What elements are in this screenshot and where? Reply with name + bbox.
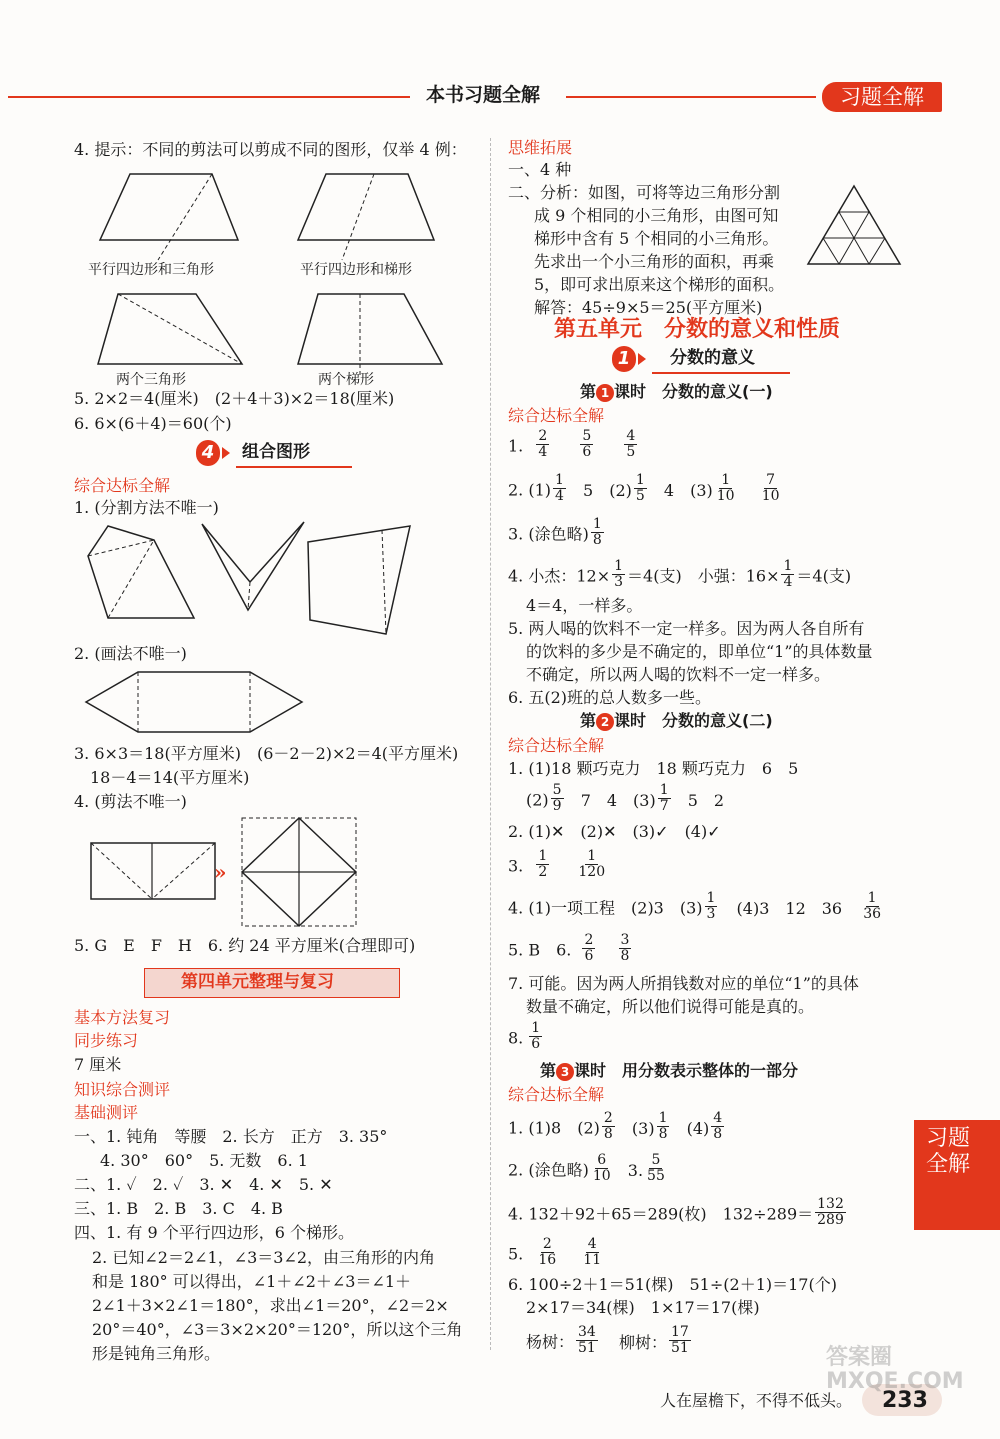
a1-label: 1. (分割方法不唯一) bbox=[74, 498, 219, 517]
composite-shape-pentagon bbox=[88, 522, 198, 622]
review-line-5: 四、1. 有 9 个平行四边形，6 个梯形。 bbox=[74, 1223, 354, 1242]
l3q6-line3: 杨树： $\frac{34}{51}$ 柳树： $\frac{17}{51}$ bbox=[526, 1324, 689, 1356]
lesson2-heading: 第 2 课时 分数的意义(二) bbox=[580, 711, 773, 730]
a3-line1: 3. 6×3＝18(平方厘米) (6－2－2)×2＝4(平方厘米) bbox=[74, 744, 459, 763]
caption-two-triangles: 两个三角形 bbox=[116, 372, 186, 388]
composite-shape-arrowhead bbox=[200, 522, 310, 612]
review-line-10: 形是钝角三角形。 bbox=[92, 1344, 221, 1363]
q6-answer: 6. 6×(6＋4)＝60(个) bbox=[74, 414, 232, 433]
fraction: $\frac{1}{2}$ bbox=[538, 848, 548, 880]
section-comprehensive-b: 综合达标全解 bbox=[508, 736, 605, 755]
think-line-5: 先求出一个小三角形的面积，再乘 bbox=[534, 252, 775, 271]
chapter1-underline bbox=[652, 372, 790, 374]
l1q1-label: 1. bbox=[508, 436, 524, 456]
section-comprehensive-a: 综合达标全解 bbox=[508, 406, 605, 425]
l2q1-line2: (2) $\frac{5}{9}$ 7 4 (3) $\frac{1}{7}$ 5 2 bbox=[526, 782, 725, 814]
fraction: $\frac{1}{5}$ bbox=[635, 472, 645, 504]
footer-motto: 人在屋檐下，不得不低头。 bbox=[660, 1391, 853, 1410]
fraction: $\frac{1}{8}$ bbox=[592, 516, 602, 548]
column-divider bbox=[490, 138, 491, 1350]
section-base-test: 基础测评 bbox=[74, 1103, 139, 1122]
triangle-grid-figure bbox=[806, 184, 902, 268]
l1q5-line2: 的饮料的多少是不确定的，即单位“1”的具体数量 bbox=[526, 642, 873, 661]
fraction: $\frac{34}{51}$ bbox=[578, 1324, 596, 1356]
q4-hint: 4. 提示：不同的剪法可以剪成不同的图形，仅举 4 例： bbox=[74, 140, 467, 159]
review-line-1: 一、1. 钝角 等腰 2. 长方 正方 3. 35° bbox=[74, 1127, 388, 1146]
lesson3-heading: 第 3 课时 用分数表示整体的一部分 bbox=[540, 1061, 799, 1080]
review-title: 第四单元整理与复习 bbox=[181, 972, 334, 992]
q5-answer: 5. 2×2＝4(厘米) (2＋4＋3)×2＝18(厘米) bbox=[74, 389, 395, 408]
section-knowledge-test: 知识综合测评 bbox=[74, 1080, 171, 1099]
fraction: $\frac{5}{55}$ bbox=[647, 1152, 665, 1184]
think-line-1: 一、4 种 bbox=[508, 160, 572, 179]
l1q6: 6. 五(2)班的总人数多一些。 bbox=[508, 688, 712, 707]
fraction: $\frac{2}{6}$ bbox=[584, 932, 594, 964]
fraction: $\frac{132}{289}$ bbox=[817, 1196, 844, 1228]
review-line-3: 二、1. ✓ 2. ✓ 3. ✕ 4. ✕ 5. ✕ bbox=[74, 1175, 333, 1194]
side-tab bbox=[914, 1120, 1000, 1230]
a2-label: 2. (画法不唯一) bbox=[74, 644, 187, 663]
fraction: $\frac{1}{8}$ bbox=[658, 1110, 668, 1142]
sync-answer: 7 厘米 bbox=[74, 1055, 122, 1074]
fraction: $\frac{4}{11}$ bbox=[583, 1236, 602, 1268]
fraction: $\frac{4}{5}$ bbox=[626, 428, 636, 460]
l2q7-line2: 数量不确定，所以他们说得可能是真的。 bbox=[526, 997, 815, 1016]
caption-two-trapezoids: 两个梯形 bbox=[318, 372, 374, 388]
fraction: $\frac{17}{51}$ bbox=[670, 1324, 689, 1356]
side-tab-label: 习题全解 bbox=[926, 1126, 971, 1177]
chapter1-title: 分数的意义 bbox=[670, 348, 755, 368]
header-title: 本书习题全解 bbox=[426, 84, 541, 106]
fraction: $\frac{2}{8}$ bbox=[603, 1110, 613, 1142]
lesson4-title: 组合图形 bbox=[242, 442, 310, 462]
l1q2-row: 2. (1) $\frac{1}{4}$ 5 (2) $\frac{1}{5}$ 4 (3) $\frac{1}{10}$ $\frac{7}{10}$ bbox=[508, 472, 780, 504]
think-line-2: 二、分析：如图，可将等边三角形分割 bbox=[508, 183, 781, 202]
review-line-6: 2. 已知∠2＝2∠1，∠3＝3∠2，由三角形的内角 bbox=[92, 1248, 436, 1267]
chapter1-heading bbox=[612, 346, 792, 376]
l3q1-row: 1. (1)8 (2) $\frac{2}{8}$ (3) $\frac{1}{8}$ (4) $\frac{4}{8}$ bbox=[508, 1110, 723, 1142]
page-number: 233 bbox=[882, 1388, 928, 1413]
l3q2-row: 2. (涂色略) $\frac{6}{10}$ 3. $\frac{5}{55}$ bbox=[508, 1152, 665, 1184]
caption-parallelogram-trapezoid: 平行四边形和梯形 bbox=[300, 262, 412, 278]
l2q5-row: 5. B 6. $\frac{2}{6}$ $\frac{3}{8}$ bbox=[508, 932, 630, 964]
section-thinking: 思维拓展 bbox=[508, 138, 573, 157]
lesson1-prefix: 第 bbox=[580, 382, 597, 401]
section-comprehensive-c: 综合达标全解 bbox=[508, 1085, 605, 1104]
fraction: $\frac{3}{8}$ bbox=[620, 932, 630, 964]
a4-label: 4. (剪法不唯一) bbox=[74, 792, 187, 811]
composite-shape-quadrilateral bbox=[306, 524, 416, 644]
lesson4-number-badge: 4 bbox=[196, 440, 220, 466]
lesson1-number: 1 bbox=[596, 384, 614, 402]
review-line-7: 和是 180° 可以得出，∠1＋∠2＋∠3＝∠1＋ bbox=[92, 1272, 412, 1291]
l2q1-line1: 1. (1)18 颗巧克力 18 颗巧克力 6 5 bbox=[508, 759, 799, 778]
fraction: $\frac{6}{10}$ bbox=[592, 1152, 611, 1184]
think-line-4: 梯形中含有 5 个相同的小三角形。 bbox=[534, 229, 779, 248]
caption-parallelogram-triangle: 平行四边形和三角形 bbox=[88, 262, 214, 278]
l1q4-row: 4. 小杰：12× $\frac{1}{3}$ ＝4(支) 小强：16× $\frac{1}{4}$ ＝4(支) bbox=[508, 558, 852, 590]
lesson4-underline bbox=[236, 466, 352, 468]
l1q5-line1: 5. 两人喝的饮料不一定一样多。因为两人各自所有 bbox=[508, 619, 865, 638]
fraction: $\frac{7}{10}$ bbox=[761, 472, 780, 504]
shape-trapezoid-cut-3 bbox=[98, 292, 248, 372]
header-rule-left bbox=[8, 96, 410, 98]
review-line-8: 2∠1＋3×2∠1＝180°，求出∠1＝20°，∠2＝2× bbox=[92, 1296, 449, 1315]
transform-arrow-icon: » bbox=[214, 860, 227, 884]
l3q5-row: 5. $\frac{2}{16}$ $\frac{4}{11}$ bbox=[508, 1236, 602, 1268]
fraction: $\frac{5}{6}$ bbox=[582, 428, 592, 460]
think-line-7: 解答：45÷9×5＝25(平方厘米) bbox=[534, 298, 763, 317]
l3q6-line1: 6. 100÷2＋1＝51(棵) 51÷(2＋1)＝17(个) bbox=[508, 1275, 837, 1294]
chapter1-number-badge: 1 bbox=[612, 346, 636, 372]
header-rule-right bbox=[566, 96, 816, 98]
l1q5-line3: 不确定，所以两人喝的饮料不一定一样多。 bbox=[526, 665, 831, 684]
l2q8-row: 8. $\frac{1}{6}$ bbox=[508, 1020, 541, 1052]
assembled-square bbox=[240, 816, 360, 928]
section-basic-methods: 基本方法复习 bbox=[74, 1008, 171, 1027]
fraction: $\frac{1}{4}$ bbox=[555, 472, 564, 504]
review-line-9: 20°＝40°，∠3＝3×2×20°＝120°，所以这个三角 bbox=[92, 1320, 463, 1339]
fraction: $\frac{4}{8}$ bbox=[713, 1110, 723, 1142]
section-sync-practice: 同步练习 bbox=[74, 1031, 139, 1050]
lesson2-number: 2 bbox=[596, 713, 614, 731]
review-banner bbox=[144, 968, 400, 998]
review-line-4: 三、1. B 2. B 3. C 4. B bbox=[74, 1199, 283, 1218]
shape-trapezoid-cut-2 bbox=[298, 172, 438, 262]
l2q4-row: 4. (1)一项工程 (2)3 (3) $\frac{1}{3}$ (4)3 12 36 $\frac{1}{36}$ bbox=[508, 890, 882, 922]
fraction: $\frac{5}{9}$ bbox=[552, 782, 562, 814]
lesson4-heading bbox=[196, 440, 356, 470]
l2q7-line1: 7. 可能。因为两人所捐钱数对应的单位“1”的具体 bbox=[508, 974, 859, 993]
think-line-3: 成 9 个相同的小三角形，由图可知 bbox=[534, 206, 779, 225]
header-badge: 习题全解 bbox=[822, 82, 942, 112]
l3q4-row: 4. 132＋92＋65＝289(枚) 132÷289＝ $\frac{132}{289}$ bbox=[508, 1196, 844, 1228]
fraction: $\frac{1}{10}$ bbox=[716, 472, 735, 504]
think-line-6: 5，即可求出原来这个梯形的面积。 bbox=[534, 275, 785, 294]
unit5-title: 第五单元 分数的意义和性质 bbox=[554, 316, 841, 342]
review-line-2: 4. 30° 60° 5. 无数 6. 1 bbox=[100, 1151, 308, 1170]
lesson4-arrow-icon bbox=[222, 447, 230, 459]
a3-line2: 18－4＝14(平方厘米) bbox=[90, 768, 250, 787]
fraction: $\frac{1}{3}$ bbox=[706, 890, 716, 922]
fraction: $\frac{1}{4}$ bbox=[783, 558, 793, 590]
lesson3-number: 3 bbox=[556, 1063, 574, 1081]
fraction: $\frac{1}{3}$ bbox=[614, 558, 624, 590]
section-comprehensive-1: 综合达标全解 bbox=[74, 476, 171, 495]
l1q1-row bbox=[508, 428, 639, 462]
shape-trapezoid-cut-4 bbox=[298, 292, 448, 382]
l1q4-line2: 4＝4，一样多。 bbox=[526, 596, 643, 615]
chapter1-arrow-icon bbox=[638, 353, 646, 365]
fraction: $\frac{1}{36}$ bbox=[863, 890, 882, 922]
fraction: $\frac{1}{7}$ bbox=[659, 782, 669, 814]
lesson1-suffix: 课时 分数的意义(一) bbox=[614, 382, 773, 401]
a5-a6-answer: 5. G E F H 6. 约 24 平方厘米(合理即可) bbox=[74, 936, 416, 955]
l3q6-line2: 2×17＝34(棵) 1×17＝17(棵) bbox=[526, 1298, 760, 1317]
l1q3-row: 3. (涂色略) $\frac{1}{8}$ bbox=[508, 516, 602, 548]
l2q3-row: 3. $\frac{1}{2}$ $\frac{1}{120}$ bbox=[508, 848, 606, 880]
fraction: $\frac{1}{120}$ bbox=[578, 848, 606, 880]
cut-rectangle bbox=[90, 842, 220, 904]
l2q2: 2. (1)✕ (2)✕ (3)✓ (4)✓ bbox=[508, 822, 721, 841]
lesson1-heading bbox=[580, 382, 773, 402]
fraction: $\frac{1}{6}$ bbox=[531, 1020, 541, 1052]
watermark: 答案圈 MXQE.COM bbox=[826, 1345, 964, 1395]
composite-shape-hexagon bbox=[86, 668, 306, 738]
shape-trapezoid-cut-1 bbox=[100, 172, 240, 262]
fraction: $\frac{2}{16}$ bbox=[538, 1236, 557, 1268]
fraction: $\frac{2}{4}$ bbox=[538, 428, 548, 460]
